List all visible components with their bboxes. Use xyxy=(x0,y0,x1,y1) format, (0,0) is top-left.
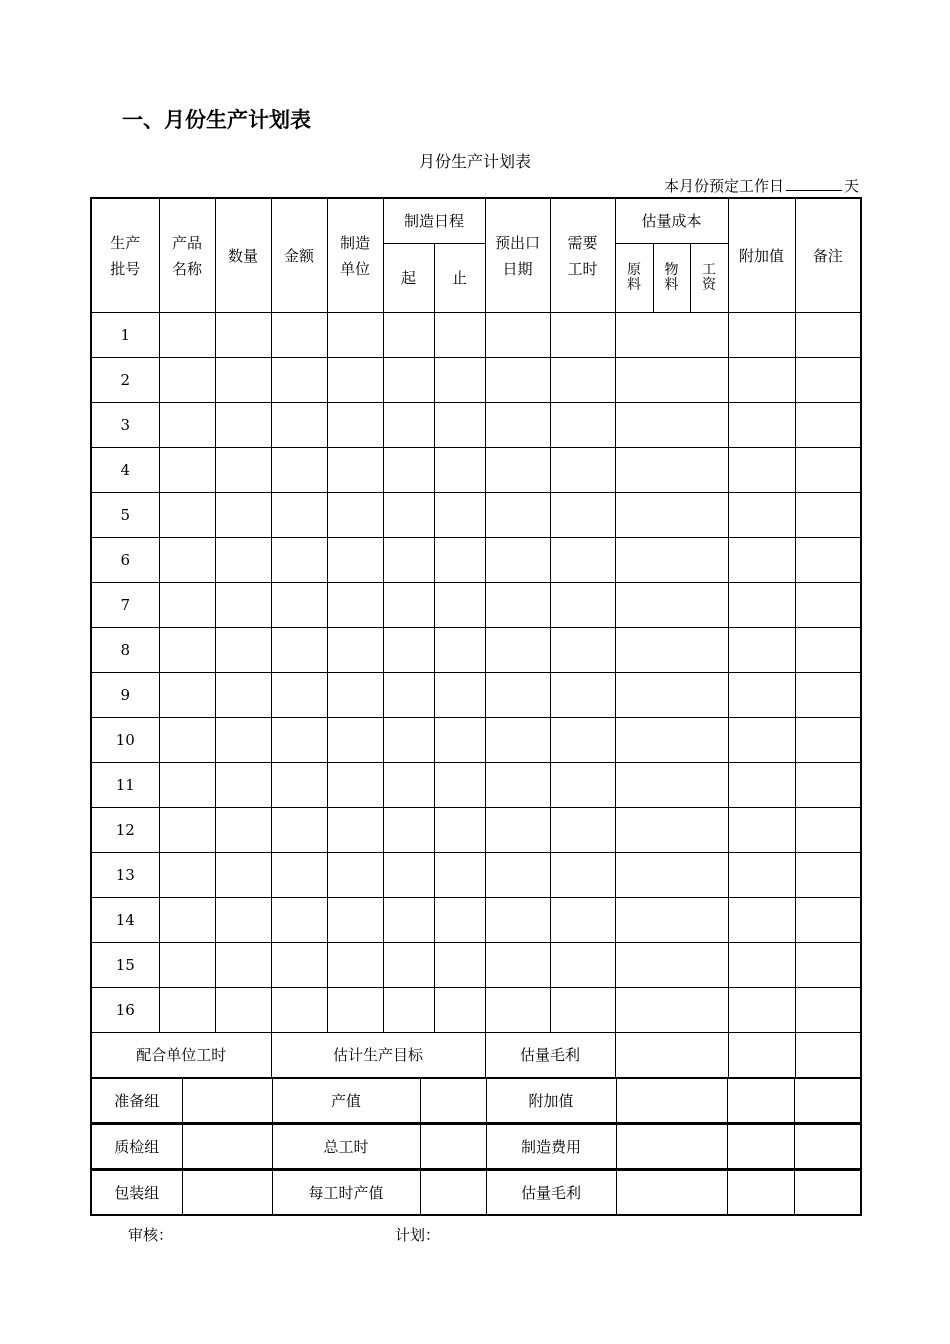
start-cell[interactable] xyxy=(383,628,434,673)
footer-target-item: 每工时产值 xyxy=(272,1171,420,1215)
footer-target-value[interactable] xyxy=(420,1079,486,1123)
hours-cell[interactable] xyxy=(550,448,615,493)
cost-cell[interactable] xyxy=(615,358,728,403)
product-cell[interactable] xyxy=(159,628,215,673)
amount-cell[interactable] xyxy=(271,448,327,493)
unit-cell[interactable] xyxy=(327,808,383,853)
hours-cell[interactable] xyxy=(550,808,615,853)
product-cell[interactable] xyxy=(159,358,215,403)
cost-cell[interactable] xyxy=(615,853,728,898)
quantity-cell[interactable] xyxy=(215,358,271,403)
end-cell[interactable] xyxy=(434,493,485,538)
header-amount: 金额 xyxy=(271,198,327,313)
table-row xyxy=(91,358,861,403)
row-number: 11 xyxy=(91,763,159,808)
amount-cell[interactable] xyxy=(271,493,327,538)
start-cell[interactable] xyxy=(383,313,434,358)
cost-cell[interactable] xyxy=(615,313,728,358)
footer-profit-value[interactable] xyxy=(616,1171,727,1215)
end-cell[interactable] xyxy=(434,808,485,853)
quantity-cell[interactable] xyxy=(215,448,271,493)
unit-cell[interactable] xyxy=(327,628,383,673)
plan-label: 计划： xyxy=(395,1226,441,1244)
footer-profit-item: 附加值 xyxy=(486,1079,616,1123)
remarks-cell[interactable] xyxy=(795,538,861,583)
added-value-cell[interactable] xyxy=(728,448,795,493)
cost-cell[interactable] xyxy=(615,673,728,718)
start-cell[interactable] xyxy=(383,718,434,763)
table-row xyxy=(91,673,861,718)
row-number: 12 xyxy=(91,808,159,853)
unit-cell[interactable] xyxy=(327,673,383,718)
remarks-cell[interactable] xyxy=(795,583,861,628)
quantity-cell[interactable] xyxy=(215,583,271,628)
row-number: 5 xyxy=(91,493,159,538)
start-cell[interactable] xyxy=(383,853,434,898)
amount-cell[interactable] xyxy=(271,988,327,1033)
row-number: 9 xyxy=(91,673,159,718)
footer-group-value[interactable] xyxy=(182,1125,272,1169)
added-value-cell[interactable] xyxy=(728,313,795,358)
row-number: 3 xyxy=(91,403,159,448)
start-cell[interactable] xyxy=(383,493,434,538)
footer-group-value[interactable] xyxy=(182,1171,272,1215)
footer-row-grid xyxy=(92,1170,860,1214)
quantity-cell[interactable] xyxy=(215,718,271,763)
table-row xyxy=(91,808,861,853)
amount-cell[interactable] xyxy=(271,673,327,718)
header-end: 止 xyxy=(434,244,485,313)
added-value-cell[interactable] xyxy=(728,898,795,943)
quantity-cell[interactable] xyxy=(215,763,271,808)
product-cell[interactable] xyxy=(159,538,215,583)
hours-cell[interactable] xyxy=(550,943,615,988)
quantity-cell[interactable] xyxy=(215,988,271,1033)
footer-target-value[interactable] xyxy=(420,1125,486,1169)
footer-row-container xyxy=(91,1078,861,1124)
header-unit: 制造 单位 xyxy=(327,198,383,313)
footer-gross-profit-label: 估量毛利 xyxy=(485,1033,615,1078)
end-cell[interactable] xyxy=(434,763,485,808)
table-row xyxy=(91,538,861,583)
remarks-cell[interactable] xyxy=(795,448,861,493)
row-number: 1 xyxy=(91,313,159,358)
workdays-prefix: 本月份预定工作日 xyxy=(663,177,784,195)
export-date-cell[interactable] xyxy=(485,538,550,583)
footer-extra-b[interactable] xyxy=(794,1171,860,1215)
end-cell[interactable] xyxy=(434,313,485,358)
amount-cell[interactable] xyxy=(271,943,327,988)
start-cell[interactable] xyxy=(383,583,434,628)
product-cell[interactable] xyxy=(159,898,215,943)
footer-target-label: 估计生产目标 xyxy=(271,1033,485,1078)
header-export-date: 预出口 日期 xyxy=(485,198,550,313)
product-cell[interactable] xyxy=(159,403,215,448)
row-number: 6 xyxy=(91,538,159,583)
footer-target-item: 总工时 xyxy=(272,1125,420,1169)
header-wages: 工 资 xyxy=(690,244,728,313)
footer-extra-b[interactable] xyxy=(795,1033,861,1078)
quantity-cell[interactable] xyxy=(215,943,271,988)
added-value-cell[interactable] xyxy=(728,853,795,898)
added-value-cell[interactable] xyxy=(728,583,795,628)
amount-cell[interactable] xyxy=(271,763,327,808)
header-supplies: 物 料 xyxy=(653,244,690,313)
unit-cell[interactable] xyxy=(327,898,383,943)
footer-group-label: 包装组 xyxy=(92,1171,182,1215)
header-cost: 估量成本 xyxy=(615,198,728,244)
footer-row-container xyxy=(91,1124,861,1170)
footer-extra-a[interactable] xyxy=(727,1171,794,1215)
hours-cell[interactable] xyxy=(550,673,615,718)
cost-cell[interactable] xyxy=(615,628,728,673)
header-schedule: 制造日程 xyxy=(383,198,485,244)
cost-cell[interactable] xyxy=(615,763,728,808)
footer-group-value[interactable] xyxy=(182,1079,272,1123)
added-value-cell[interactable] xyxy=(728,763,795,808)
amount-cell[interactable] xyxy=(271,538,327,583)
export-date-cell[interactable] xyxy=(485,898,550,943)
cost-cell[interactable] xyxy=(615,403,728,448)
cost-cell[interactable] xyxy=(615,448,728,493)
export-date-cell[interactable] xyxy=(485,718,550,763)
hours-cell[interactable] xyxy=(550,628,615,673)
footer-target-value[interactable] xyxy=(420,1171,486,1215)
amount-cell[interactable] xyxy=(271,358,327,403)
footer-extra-a[interactable] xyxy=(727,1125,794,1169)
end-cell[interactable] xyxy=(434,448,485,493)
row-number: 16 xyxy=(91,988,159,1033)
unit-cell[interactable] xyxy=(327,718,383,763)
product-cell[interactable] xyxy=(159,313,215,358)
amount-cell[interactable] xyxy=(271,718,327,763)
product-cell[interactable] xyxy=(159,808,215,853)
export-date-cell[interactable] xyxy=(485,988,550,1033)
footer-unit-hours-label: 配合单位工时 xyxy=(91,1033,271,1078)
added-value-cell[interactable] xyxy=(728,628,795,673)
export-date-cell[interactable] xyxy=(485,358,550,403)
row-number: 15 xyxy=(91,943,159,988)
remarks-cell[interactable] xyxy=(795,718,861,763)
footer-row xyxy=(91,1078,861,1124)
cost-cell[interactable] xyxy=(615,988,728,1033)
amount-cell[interactable] xyxy=(271,628,327,673)
footer-profit-value[interactable] xyxy=(616,1079,727,1123)
table-title: 月份生产计划表 xyxy=(418,152,531,171)
workdays-line xyxy=(664,175,859,196)
table-row xyxy=(91,988,861,1033)
footer-group-label: 准备组 xyxy=(92,1079,182,1123)
remarks-cell[interactable] xyxy=(795,943,861,988)
remarks-cell[interactable] xyxy=(795,808,861,853)
end-cell[interactable] xyxy=(434,628,485,673)
hours-cell[interactable] xyxy=(550,583,615,628)
cost-cell[interactable] xyxy=(615,898,728,943)
remarks-cell[interactable] xyxy=(795,403,861,448)
start-cell[interactable] xyxy=(383,898,434,943)
remarks-cell[interactable] xyxy=(795,673,861,718)
export-date-cell[interactable] xyxy=(485,808,550,853)
production-plan-table xyxy=(90,197,862,1216)
table-row xyxy=(91,628,861,673)
export-date-cell[interactable] xyxy=(485,763,550,808)
remarks-cell[interactable] xyxy=(795,358,861,403)
product-cell[interactable] xyxy=(159,763,215,808)
start-cell[interactable] xyxy=(383,358,434,403)
footer-row xyxy=(91,1124,861,1170)
table-row xyxy=(91,943,861,988)
amount-cell[interactable] xyxy=(271,583,327,628)
unit-cell[interactable] xyxy=(327,448,383,493)
unit-cell[interactable] xyxy=(327,763,383,808)
header-start: 起 xyxy=(383,244,434,313)
quantity-cell[interactable] xyxy=(215,538,271,583)
product-cell[interactable] xyxy=(159,943,215,988)
remarks-cell[interactable] xyxy=(795,313,861,358)
table-row xyxy=(91,313,861,358)
added-value-cell[interactable] xyxy=(728,808,795,853)
hours-cell[interactable] xyxy=(550,493,615,538)
amount-cell[interactable] xyxy=(271,808,327,853)
added-value-cell[interactable] xyxy=(728,538,795,583)
end-cell[interactable] xyxy=(434,943,485,988)
footer-extra-b[interactable] xyxy=(794,1079,860,1123)
unit-cell[interactable] xyxy=(327,853,383,898)
unit-cell[interactable] xyxy=(327,493,383,538)
table-row xyxy=(91,898,861,943)
product-cell[interactable] xyxy=(159,988,215,1033)
quantity-cell[interactable] xyxy=(215,808,271,853)
product-cell[interactable] xyxy=(159,853,215,898)
end-cell[interactable] xyxy=(434,358,485,403)
added-value-cell[interactable] xyxy=(728,943,795,988)
quantity-cell[interactable] xyxy=(215,628,271,673)
hours-cell[interactable] xyxy=(550,853,615,898)
workdays-blank[interactable] xyxy=(786,176,842,191)
start-cell[interactable] xyxy=(383,538,434,583)
row-number: 2 xyxy=(91,358,159,403)
quantity-cell[interactable] xyxy=(215,493,271,538)
end-cell[interactable] xyxy=(434,583,485,628)
table-row xyxy=(91,763,861,808)
amount-cell[interactable] xyxy=(271,898,327,943)
quantity-cell[interactable] xyxy=(215,853,271,898)
table-row xyxy=(91,448,861,493)
start-cell[interactable] xyxy=(383,673,434,718)
table-row xyxy=(91,493,861,538)
footer-header-row xyxy=(91,1033,861,1078)
start-cell[interactable] xyxy=(383,943,434,988)
cost-cell[interactable] xyxy=(615,943,728,988)
footer-target-item: 产值 xyxy=(272,1079,420,1123)
end-cell[interactable] xyxy=(434,538,485,583)
start-cell[interactable] xyxy=(383,988,434,1033)
cost-cell[interactable] xyxy=(615,493,728,538)
added-value-cell[interactable] xyxy=(728,358,795,403)
remarks-cell[interactable] xyxy=(795,898,861,943)
added-value-cell[interactable] xyxy=(728,673,795,718)
hours-cell[interactable] xyxy=(550,718,615,763)
section-heading: 一、月份生产计划表 xyxy=(122,108,311,132)
start-cell[interactable] xyxy=(383,808,434,853)
added-value-cell[interactable] xyxy=(728,988,795,1033)
remarks-cell[interactable] xyxy=(795,628,861,673)
remarks-cell[interactable] xyxy=(795,988,861,1033)
footer-profit-item: 估量毛利 xyxy=(486,1171,616,1215)
unit-cell[interactable] xyxy=(327,538,383,583)
row-number: 13 xyxy=(91,853,159,898)
footer-row-container xyxy=(91,1170,861,1216)
footer-gross-profit-value[interactable] xyxy=(615,1033,728,1078)
end-cell[interactable] xyxy=(434,988,485,1033)
footer-extra-a[interactable] xyxy=(728,1033,795,1078)
cost-cell[interactable] xyxy=(615,718,728,763)
end-cell[interactable] xyxy=(434,898,485,943)
footer-profit-value[interactable] xyxy=(616,1125,727,1169)
start-cell[interactable] xyxy=(383,403,434,448)
table-row xyxy=(91,583,861,628)
remarks-cell[interactable] xyxy=(795,853,861,898)
cost-cell[interactable] xyxy=(615,538,728,583)
row-number: 10 xyxy=(91,718,159,763)
export-date-cell[interactable] xyxy=(485,628,550,673)
footer-profit-item: 制造费用 xyxy=(486,1125,616,1169)
export-date-cell[interactable] xyxy=(485,313,550,358)
unit-cell[interactable] xyxy=(327,583,383,628)
export-date-cell[interactable] xyxy=(485,673,550,718)
export-date-cell[interactable] xyxy=(485,943,550,988)
workdays-suffix: 天 xyxy=(843,177,859,195)
quantity-cell[interactable] xyxy=(215,403,271,448)
unit-cell[interactable] xyxy=(327,313,383,358)
table-row xyxy=(91,853,861,898)
header-remarks: 备注 xyxy=(795,198,861,313)
added-value-cell[interactable] xyxy=(728,493,795,538)
start-cell[interactable] xyxy=(383,763,434,808)
remarks-cell[interactable] xyxy=(795,763,861,808)
footer-extra-b[interactable] xyxy=(794,1125,860,1169)
review-label: 审核： xyxy=(128,1226,174,1244)
row-number: 7 xyxy=(91,583,159,628)
product-cell[interactable] xyxy=(159,493,215,538)
header-hours: 需要 工时 xyxy=(550,198,615,313)
end-cell[interactable] xyxy=(434,403,485,448)
added-value-cell[interactable] xyxy=(728,403,795,448)
row-number: 8 xyxy=(91,628,159,673)
product-cell[interactable] xyxy=(159,673,215,718)
added-value-cell[interactable] xyxy=(728,718,795,763)
header-batch: 生产 批号 xyxy=(91,198,159,313)
product-cell[interactable] xyxy=(159,583,215,628)
product-cell[interactable] xyxy=(159,448,215,493)
amount-cell[interactable] xyxy=(271,853,327,898)
footer-group-label: 质检组 xyxy=(92,1125,182,1169)
end-cell[interactable] xyxy=(434,853,485,898)
footer-row-grid xyxy=(92,1124,860,1169)
header-quantity: 数量 xyxy=(215,198,271,313)
hours-cell[interactable] xyxy=(550,313,615,358)
cost-cell[interactable] xyxy=(615,583,728,628)
header-added-value: 附加值 xyxy=(728,198,795,313)
amount-cell[interactable] xyxy=(271,313,327,358)
export-date-cell[interactable] xyxy=(485,448,550,493)
quantity-cell[interactable] xyxy=(215,898,271,943)
row-number: 4 xyxy=(91,448,159,493)
header-product: 产品 名称 xyxy=(159,198,215,313)
start-cell[interactable] xyxy=(383,448,434,493)
table-row xyxy=(91,718,861,763)
export-date-cell[interactable] xyxy=(485,403,550,448)
cost-cell[interactable] xyxy=(615,808,728,853)
header-raw-material: 原 料 xyxy=(615,244,653,313)
quantity-cell[interactable] xyxy=(215,673,271,718)
hours-cell[interactable] xyxy=(550,898,615,943)
product-cell[interactable] xyxy=(159,718,215,763)
remarks-cell[interactable] xyxy=(795,493,861,538)
unit-cell[interactable] xyxy=(327,988,383,1033)
table-row xyxy=(91,403,861,448)
end-cell[interactable] xyxy=(434,718,485,763)
export-date-cell[interactable] xyxy=(485,583,550,628)
unit-cell[interactable] xyxy=(327,358,383,403)
export-date-cell[interactable] xyxy=(485,853,550,898)
footer-row xyxy=(91,1170,861,1216)
hours-cell[interactable] xyxy=(550,763,615,808)
hours-cell[interactable] xyxy=(550,988,615,1033)
footer-row-grid xyxy=(92,1078,860,1123)
footer-extra-a[interactable] xyxy=(727,1079,794,1123)
hours-cell[interactable] xyxy=(550,403,615,448)
quantity-cell[interactable] xyxy=(215,313,271,358)
row-number: 14 xyxy=(91,898,159,943)
end-cell[interactable] xyxy=(434,673,485,718)
amount-cell[interactable] xyxy=(271,403,327,448)
export-date-cell[interactable] xyxy=(485,493,550,538)
unit-cell[interactable] xyxy=(327,943,383,988)
hours-cell[interactable] xyxy=(550,538,615,583)
hours-cell[interactable] xyxy=(550,358,615,403)
unit-cell[interactable] xyxy=(327,403,383,448)
